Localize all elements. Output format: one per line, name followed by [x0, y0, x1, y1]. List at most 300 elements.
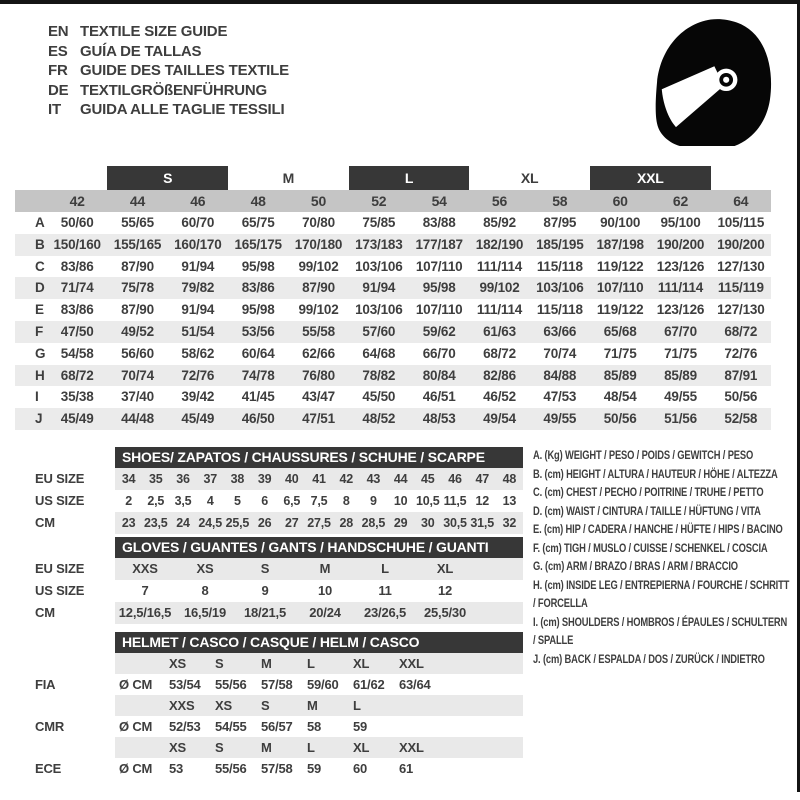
measurement-row	[15, 408, 771, 430]
size-cell: 12	[437, 583, 453, 598]
measurement-row	[15, 234, 771, 256]
size-value-cell: 123/126	[656, 302, 705, 318]
size-value-cell: 50/56	[603, 411, 637, 427]
size-value-cell: 107/110	[415, 258, 463, 274]
size-cell: 35	[149, 472, 163, 486]
size-header-cell: 44	[129, 193, 146, 209]
size-value-cell: 87/90	[302, 280, 335, 296]
size-value-cell: 39/42	[181, 389, 215, 405]
size-cell: 42	[339, 472, 353, 486]
size-value-cell: 173/183	[355, 236, 403, 252]
size-header-cell: 50	[310, 193, 327, 209]
size-cell: 23	[121, 516, 136, 530]
helmet-value-cell: 59	[353, 719, 368, 734]
empty-cell	[115, 695, 165, 716]
gloves-size-row	[115, 602, 523, 624]
helmet-row-labels	[35, 632, 115, 779]
row-letter: B	[35, 236, 45, 252]
size-cell: 36	[176, 472, 190, 486]
size-value-cell: 57/60	[362, 323, 396, 339]
language-title-text: GUIDA ALLE TAGLIE TESSILI	[80, 101, 285, 119]
size-cell: 38	[230, 472, 245, 486]
row-letter: C	[35, 258, 45, 274]
size-cell: 32	[502, 516, 517, 530]
size-cell: 16,5/19	[184, 605, 226, 620]
size-cell: 12	[475, 494, 489, 508]
size-value-cell: 64/68	[362, 345, 396, 361]
size-value-cell: 55/65	[121, 215, 154, 230]
size-value-cell: 90/100	[600, 215, 641, 230]
size-value-cell: 85/89	[664, 367, 697, 383]
size-value-cell: 95/98	[422, 280, 456, 296]
shoes-size-table	[35, 447, 523, 534]
size-value-cell: 44/48	[121, 411, 154, 427]
helmet-size-cell: M	[307, 698, 318, 713]
size-value-cell: 115/118	[536, 258, 583, 274]
size-header-cell: 60	[612, 193, 628, 209]
size-header-cell: 58	[552, 193, 568, 209]
row-letter: J	[35, 411, 43, 427]
helmet-value-cell: 59	[307, 761, 322, 776]
size-value-cell: 182/190	[475, 236, 524, 252]
size-value-cell: 51/56	[664, 411, 697, 427]
textile-measurement-rows	[15, 212, 771, 430]
size-value-cell: 83/86	[60, 258, 94, 274]
row-letter: D	[35, 280, 45, 296]
size-value-cell: 190/200	[656, 236, 705, 252]
size-value-cell: 71/74	[60, 280, 94, 296]
size-value-cell: 85/89	[603, 367, 637, 383]
size-cell: 13	[502, 494, 517, 508]
size-value-cell: 47/53	[543, 389, 577, 405]
helmet-value-cell: 63/64	[399, 677, 431, 692]
size-cell: 12,5/16,5	[118, 605, 172, 620]
size-value-cell: 91/94	[362, 280, 396, 296]
diameter-unit-label: Ø CM	[119, 761, 153, 776]
row-label: EU SIZE	[35, 471, 85, 486]
gloves-table-title: GLOVES / GUANTES / GANTS / HANDSCHUHE / GUANTI	[115, 537, 523, 558]
language-row	[48, 22, 289, 42]
size-value-cell: 41/45	[241, 389, 275, 405]
measurement-row	[15, 365, 771, 387]
size-value-cell: 80/84	[422, 367, 456, 383]
size-value-cell: 72/76	[181, 367, 215, 383]
size-value-cell: 111/114	[657, 280, 704, 296]
helmet-size-cell: S	[215, 656, 224, 671]
size-value-cell: 54/58	[60, 345, 94, 361]
helmet-value-cell: 61/62	[353, 677, 385, 692]
size-value-cell: 87/95	[543, 215, 577, 230]
size-cell: 9	[370, 494, 377, 508]
size-value-cell: 70/74	[543, 345, 577, 361]
size-value-cell: 72/76	[724, 345, 758, 361]
size-value-cell: 68/72	[60, 367, 94, 383]
helmet-size-cell: L	[353, 698, 361, 713]
size-cell: 48	[502, 472, 517, 486]
size-value-cell: 59/62	[422, 323, 456, 339]
size-header-cell: 52	[371, 193, 387, 209]
size-value-cell: 160/170	[174, 236, 222, 252]
gloves-size-row	[115, 558, 523, 580]
size-cell: XL	[436, 561, 454, 576]
size-cell: 7,5	[310, 494, 328, 508]
size-value-cell: 65/68	[603, 323, 637, 339]
size-value-cell: 70/80	[302, 215, 335, 230]
row-letter: I	[35, 389, 39, 405]
size-value-cell: 60/70	[181, 215, 215, 230]
row-label: CM	[35, 605, 55, 620]
size-cell: 25,5	[225, 516, 250, 530]
size-cell: 28	[339, 516, 353, 530]
helmet-value-row	[115, 716, 523, 737]
size-value-cell: 71/75	[603, 345, 637, 361]
size-cell: S	[260, 561, 270, 576]
size-value-cell: 127/130	[717, 302, 765, 318]
size-cell: 3,5	[174, 494, 192, 508]
row-label: EU SIZE	[35, 561, 85, 576]
size-group-label: M	[282, 170, 295, 186]
empty-label	[35, 695, 115, 716]
size-value-cell: 50/56	[724, 389, 758, 405]
language-code: IT	[48, 101, 61, 119]
size-value-cell: 46/50	[241, 411, 275, 427]
helmet-value-cell: 54/55	[215, 719, 247, 734]
legend-item: C. (cm) CHEST / PECHO / POITRINE / TRUHE / PETTO	[533, 485, 764, 499]
size-value-cell: 87/90	[121, 258, 154, 274]
helmet-table-rows	[115, 653, 523, 779]
empty-label	[35, 737, 115, 758]
language-title-text: GUIDE DES TAILLES TEXTILE	[80, 62, 289, 80]
legend-item: G. (cm) ARM / BRAZO / BRAS / ARM / BRACCIO	[533, 559, 738, 573]
shoes-size-row	[115, 468, 523, 490]
size-cell: 10,5	[416, 494, 440, 508]
title-spacer	[35, 537, 115, 558]
standard-label: ECE	[35, 761, 62, 776]
size-value-cell: 111/114	[476, 302, 523, 318]
size-cell: 10	[317, 583, 333, 598]
size-value-cell: 56/60	[121, 345, 154, 361]
helmet-value-row	[115, 674, 523, 695]
helmet-size-cell: XS	[169, 740, 186, 755]
diameter-unit-label: Ø CM	[119, 677, 153, 692]
legend-item: J. (cm) BACK / ESPALDA / DOS / ZURÜCK / INDIETRO	[533, 651, 765, 666]
size-cell: 23,5	[144, 516, 168, 530]
measurement-row	[15, 299, 771, 321]
size-header-cell: 42	[69, 193, 85, 209]
gloves-table-rows	[115, 558, 523, 624]
size-value-cell: 48/54	[603, 389, 637, 405]
language-title-text: GUÍA DE TALLAS	[80, 42, 202, 60]
size-value-cell: 85/92	[483, 215, 516, 230]
row-letter: E	[35, 302, 44, 318]
size-value-cell: 119/122	[596, 258, 644, 274]
language-title-block	[48, 22, 289, 120]
size-cell: 26	[257, 516, 272, 530]
measurement-legend	[533, 446, 790, 668]
helmet-size-cell: L	[307, 656, 315, 671]
size-value-cell: 49/52	[121, 323, 154, 339]
racing-helmet-icon	[644, 16, 780, 151]
shoes-size-row	[115, 490, 523, 512]
size-value-cell: 66/70	[422, 345, 456, 361]
helmet-value-cell: 60	[353, 761, 368, 776]
legend-item: I. (cm) SHOULDERS / HOMBROS / ÉPAULES / SCHULTERN / SPALLE	[533, 614, 788, 647]
size-group-label: L	[349, 166, 470, 190]
size-value-cell: 51/54	[181, 323, 215, 339]
size-value-cell: 99/102	[479, 280, 520, 296]
helmet-table-title: HELMET / CASCO / CASQUE / HELM / CASCO	[115, 632, 523, 653]
row-letter: A	[35, 215, 45, 230]
size-value-cell: 111/114	[476, 258, 523, 274]
size-value-cell: 177/187	[415, 236, 463, 252]
size-value-cell: 155/165	[113, 236, 162, 252]
empty-label	[35, 653, 115, 674]
size-value-cell: 83/88	[422, 215, 456, 230]
size-cell: 23/26,5	[364, 605, 406, 620]
size-group-label: XXL	[590, 166, 711, 190]
size-cell: L	[381, 561, 389, 576]
size-cell: XS	[196, 561, 214, 576]
legend-item: B. (cm) HEIGHT / ALTURA / HAUTEUR / HÖHE / ALTEZZA	[533, 466, 778, 481]
row-label: US SIZE	[35, 583, 85, 598]
size-header-cell: 46	[190, 193, 206, 209]
legend-item: E. (cm) HIP / CADERA / HANCHE / HÜFTE / HIPS / BACINO	[533, 522, 783, 536]
helmet-size-header-row	[115, 653, 523, 674]
size-value-cell: 67/70	[664, 323, 697, 339]
size-value-cell: 99/102	[298, 302, 339, 318]
measurement-row	[15, 212, 771, 234]
size-value-cell: 95/98	[241, 302, 275, 318]
size-cell: 2,5	[147, 494, 165, 508]
legend-item: H. (cm) INSIDE LEG / ENTREPIERNA / FOURCHE / SCHRITT / FORCELLA	[533, 577, 790, 610]
size-value-cell: 45/49	[60, 411, 94, 427]
size-value-cell: 83/86	[241, 280, 275, 296]
row-letter: F	[35, 323, 44, 339]
size-value-cell: 103/106	[355, 302, 403, 318]
title-spacer	[35, 632, 115, 653]
title-spacer	[35, 447, 115, 468]
row-letter: G	[35, 345, 46, 361]
helmet-value-cell	[395, 716, 441, 737]
size-value-cell: 79/82	[181, 280, 215, 296]
language-code: ES	[48, 42, 68, 60]
helmet-size-cell: XS	[215, 698, 232, 713]
size-cell: 31,5	[470, 516, 494, 530]
size-value-cell: 62/66	[302, 345, 335, 361]
size-cell: 34	[121, 472, 136, 486]
size-value-cell: 165/175	[234, 236, 282, 252]
helmet-value-row	[115, 758, 523, 779]
size-cell: 28,5	[361, 516, 386, 530]
size-value-cell: 68/72	[724, 323, 758, 339]
language-code: EN	[48, 23, 69, 40]
standard-label: FIA	[35, 677, 56, 692]
size-number-header-row	[15, 190, 771, 212]
size-value-cell: 75/78	[121, 280, 154, 296]
helmet-size-header-row	[115, 695, 523, 716]
size-value-cell: 61/63	[483, 323, 516, 339]
size-value-cell: 115/119	[717, 280, 764, 296]
size-value-cell: 37/40	[121, 389, 154, 405]
size-value-cell: 65/75	[241, 215, 275, 230]
size-cell: 7	[141, 583, 149, 598]
size-value-cell: 46/51	[422, 389, 456, 405]
size-cell: 8	[201, 583, 209, 598]
size-cell: XXS	[132, 561, 158, 576]
size-cell: 11,5	[443, 494, 467, 508]
page-top-border	[0, 0, 800, 4]
size-value-cell: 47/50	[60, 323, 94, 339]
helmet-value-cell: 57/58	[261, 761, 293, 776]
size-cell: 9	[261, 583, 269, 598]
helmet-value-cell: 59/60	[307, 677, 339, 692]
language-code: DE	[48, 81, 69, 99]
size-value-cell: 70/74	[121, 367, 154, 383]
helmet-size-cell: XXL	[399, 740, 424, 755]
helmet-size-cell: L	[307, 740, 315, 755]
shoes-row-labels	[35, 447, 115, 534]
gloves-row-labels	[35, 537, 115, 624]
helmet-value-cell: 53	[169, 761, 184, 776]
helmet-value-cell: 53/54	[169, 677, 201, 692]
helmet-size-cell: S	[261, 698, 270, 713]
size-value-cell: 123/126	[656, 258, 705, 274]
language-row	[48, 42, 289, 62]
size-cell: 6	[261, 494, 268, 508]
size-value-cell: 35/38	[60, 389, 94, 405]
measurement-row	[15, 386, 771, 408]
size-value-cell: 76/80	[302, 367, 335, 383]
helmet-size-cell	[395, 695, 441, 716]
measurement-row	[15, 277, 771, 299]
size-cell: 8	[342, 494, 350, 508]
language-row	[48, 81, 289, 101]
size-value-cell: 58/62	[181, 345, 215, 361]
size-cell: 37	[203, 472, 217, 486]
size-value-cell: 50/60	[60, 215, 94, 230]
size-value-cell: 95/100	[660, 215, 701, 230]
size-value-cell: 105/115	[717, 215, 765, 230]
size-value-cell: 55/58	[302, 323, 335, 339]
size-cell: 29	[393, 516, 408, 530]
size-cell: 46	[448, 472, 462, 486]
size-value-cell: 45/50	[362, 389, 396, 405]
size-value-cell: 99/102	[298, 258, 339, 274]
size-cell: 25,5/30	[424, 605, 466, 620]
size-cell: 20/24	[309, 605, 341, 620]
empty-cell	[115, 653, 165, 674]
corner-cell	[15, 190, 47, 212]
language-code: FR	[48, 62, 68, 80]
language-title-text: TEXTILGRÖßENFÜHRUNG	[80, 81, 268, 99]
size-value-cell: 47/51	[302, 411, 335, 427]
size-cell: 27,5	[307, 516, 331, 530]
size-cell: 24,5	[198, 516, 222, 530]
size-cell: 41	[312, 472, 326, 486]
size-value-cell: 82/86	[483, 367, 516, 383]
size-value-cell: 87/90	[121, 302, 154, 318]
size-value-cell: 46/52	[483, 389, 516, 405]
size-value-cell: 91/94	[181, 302, 215, 318]
size-value-cell: 74/78	[241, 367, 275, 383]
size-value-cell: 103/106	[536, 280, 584, 296]
row-label: US SIZE	[35, 493, 85, 508]
size-cell: 4	[206, 494, 214, 508]
helmet-value-cell: 57/58	[261, 677, 293, 692]
size-value-cell: 49/55	[664, 389, 697, 405]
gloves-size-row	[115, 580, 523, 602]
size-value-cell: 78/82	[362, 367, 396, 383]
helmet-size-cell: S	[215, 740, 224, 755]
measurement-row	[15, 321, 771, 343]
shoes-table-rows	[115, 468, 523, 534]
helmet-size-cell: M	[261, 740, 272, 755]
size-cell: 5	[234, 494, 241, 508]
size-cell: 2	[125, 494, 132, 508]
size-value-cell: 87/91	[724, 367, 758, 383]
size-value-cell: 60/64	[241, 345, 275, 361]
helmet-size-header-row	[115, 737, 523, 758]
size-group-label: XL	[520, 170, 539, 186]
size-value-cell: 52/58	[724, 411, 758, 427]
helmet-value-cell: 55/56	[215, 761, 247, 776]
helmet-value-cell: 52/53	[169, 719, 201, 734]
shoes-table-title: SHOES/ ZAPATOS / CHAUSSURES / SCHUHE / SCARPE	[115, 447, 523, 468]
size-value-cell: 63/66	[543, 323, 577, 339]
size-header-cell: 64	[733, 193, 749, 209]
shoes-size-row	[115, 512, 523, 534]
gloves-size-table	[35, 537, 523, 624]
size-value-cell: 83/86	[60, 302, 94, 318]
size-value-cell: 71/75	[664, 345, 697, 361]
language-title-text: TEXTILE SIZE GUIDE	[80, 23, 228, 40]
legend-item: F. (cm) TIGH / MUSLO / CUISSE / SCHENKEL / COSCIA	[533, 540, 768, 555]
size-cell: 47	[475, 472, 489, 486]
language-row	[48, 100, 289, 120]
standard-label: CMR	[35, 719, 65, 734]
size-value-cell: 107/110	[596, 280, 644, 296]
size-value-cell: 48/52	[362, 411, 396, 427]
helmet-size-cell: XL	[353, 656, 370, 671]
size-value-cell: 75/85	[362, 215, 396, 230]
helmet-size-table	[35, 632, 523, 779]
size-value-cell: 48/53	[422, 411, 456, 427]
empty-cell	[115, 737, 165, 758]
helmet-size-cell: XXS	[169, 698, 195, 713]
size-cell: 11	[378, 583, 392, 598]
size-cell: 45	[421, 472, 435, 486]
size-cell: M	[319, 561, 331, 576]
legend-item: A. (Kg) WEIGHT / PESO / POIDS / GEWITCH / PESO	[533, 448, 754, 462]
size-header-cell: 62	[672, 193, 689, 209]
helmet-size-cell: M	[261, 656, 272, 671]
size-value-cell: 187/198	[596, 236, 644, 252]
helmet-size-cell: XXL	[399, 656, 424, 671]
helmet-value-cell: 56/57	[261, 719, 293, 734]
helmet-value-cell: 61	[399, 761, 414, 776]
size-group-label: S	[107, 166, 228, 190]
size-value-cell: 190/200	[717, 236, 765, 252]
diameter-unit-label: Ø CM	[119, 719, 153, 734]
size-value-cell: 53/56	[241, 323, 275, 339]
size-cell: 44	[393, 472, 408, 486]
size-cell: 30	[421, 516, 435, 530]
size-cell: 27	[285, 516, 299, 530]
size-value-cell: 115/118	[536, 302, 583, 318]
size-value-cell: 91/94	[181, 258, 215, 274]
size-header-cell: 54	[431, 193, 447, 209]
helmet-value-cell: 58	[307, 719, 322, 734]
